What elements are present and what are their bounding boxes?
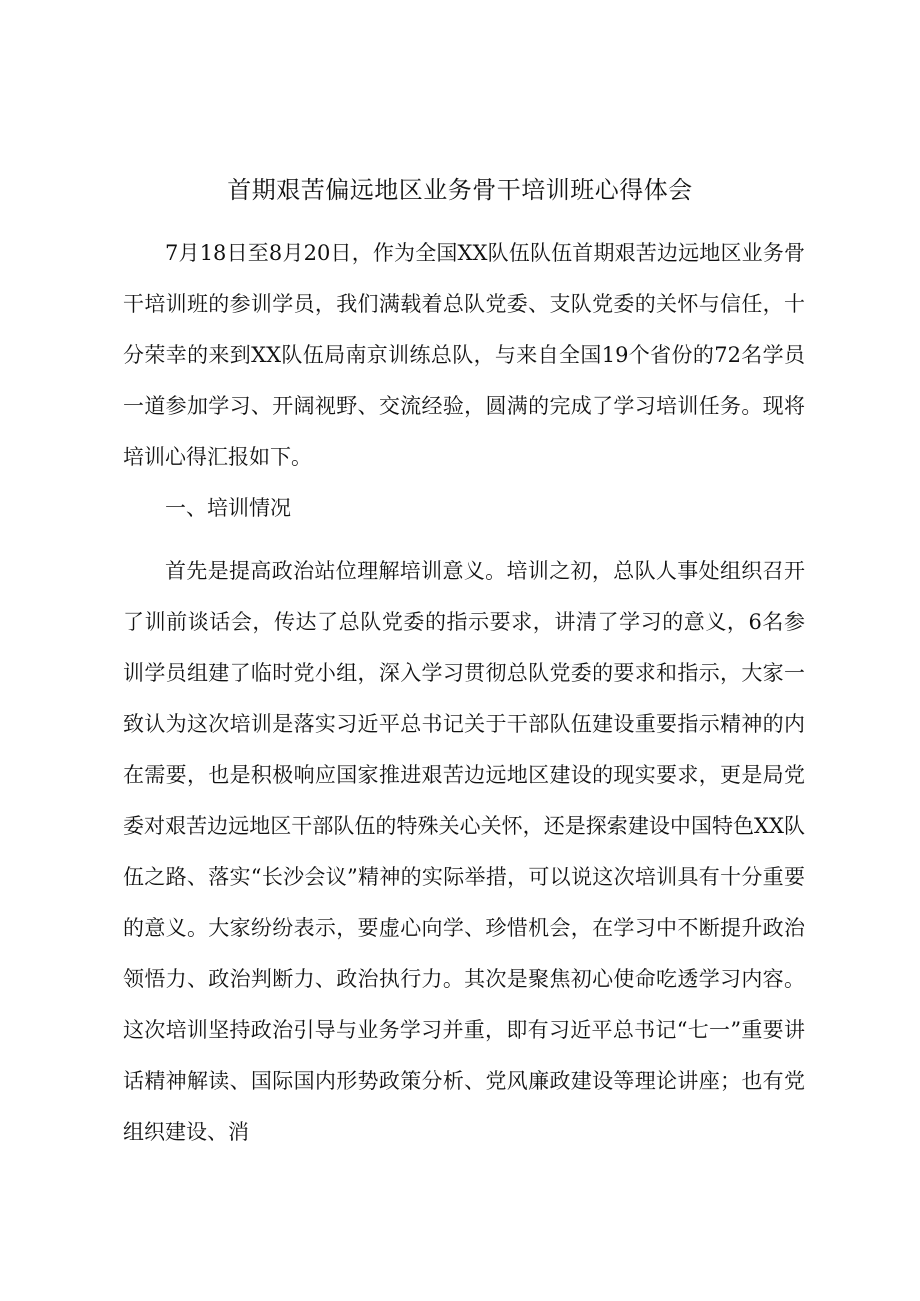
document-title: 首期艰苦偏远地区业务骨干培训班心得体会 xyxy=(227,176,693,204)
intro-paragraph: 7月18日至8月20日，作为全国XX队伍队伍首期艰苦边远地区业务骨干培训班的参训学员，我们满载着总队党委、支队党委的关怀与信任，十分荣幸的来到XX队伍局南京训练总队，与来自全国19个省份的72名学员一道参加学习、开阔视野、交流经验，圆满的完成了学习培训任务。现将培训心得汇报如下。 xyxy=(123,241,805,469)
section-heading: 一、培训情况 xyxy=(165,496,291,520)
section-paragraph: 首先是提高政治站位理解培训意义。培训之初，总队人事处组织召开了训前谈话会，传达了总队党委的指示要求，讲清了学习的意义，6名参训学员组建了临时党小组，深入学习贯彻总队党委的要求和指示，大家一致认为这次培训是落实习近平总书记关于干部队伍建设重要指示精神的内在需要，也是积极响应国家推进艰苦边远地区建设的现实要求，更是局党委对艰苦边远地区干部队伍的特殊关心关怀，还是探索建设中国特色XX队伍之路、落实“长沙会议”精神的实际举措，可以说这次培训具有十分重要的意义。大家纷纷表示，要虚心向学、珍惜机会，在学习中不断提升政治领悟力、政治判断力、政治执行力。其次是聚焦初心使命吃透学习内容。这次培训坚持政治引导与业务学习并重，即有习近平总书记“七一”重要讲话精神解读、国际国内形势政策分析、党风廉政建设等理论讲座；也有党组织建设、消 xyxy=(123,559,805,1144)
